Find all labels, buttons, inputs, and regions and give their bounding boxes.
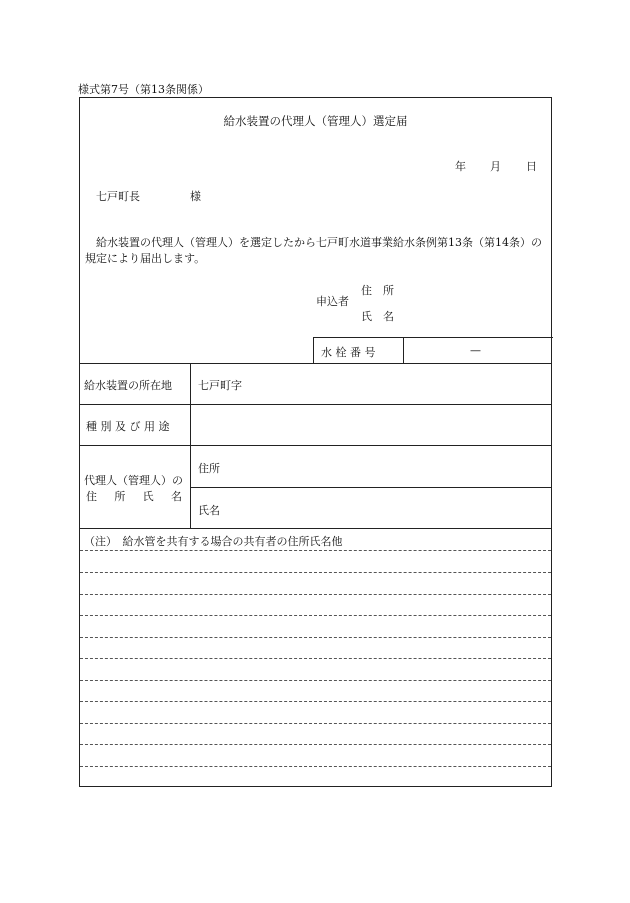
- agent-address-label: 住所: [198, 462, 220, 475]
- addressee-honorific: 様: [190, 190, 201, 203]
- agent-name-label: 氏名: [198, 504, 220, 517]
- note-line: [80, 701, 551, 702]
- row-line-agent-mid: [190, 487, 551, 488]
- agent-label-line2: 住 所 氏 名: [86, 490, 182, 503]
- note-line: [80, 658, 551, 659]
- note-line: [80, 766, 551, 767]
- note-line: [80, 572, 551, 573]
- agent-label-line1: 代理人（管理人）の: [84, 474, 183, 487]
- meter-label: 水 栓 番 号: [321, 346, 376, 359]
- label-column-line: [190, 363, 191, 528]
- form-number: 様式第7号（第13条関係）: [78, 83, 209, 96]
- note-line: [80, 723, 551, 724]
- note-line: [80, 550, 551, 551]
- location-label: 給水装置の所在地: [84, 379, 172, 392]
- note-line: [80, 680, 551, 681]
- applicant-label: 申込者: [316, 295, 349, 308]
- row-line-3: [80, 445, 551, 446]
- declaration-text: 給水装置の代理人（管理人）を選定したから七戸町水道事業給水条例第13条（第14条）の規定により届出します。: [85, 236, 542, 265]
- date-year: 年: [455, 160, 466, 173]
- note-line: [80, 594, 551, 595]
- applicant-name-label: 氏 名: [361, 310, 394, 323]
- date-day: 日: [526, 160, 537, 173]
- row-line-4: [80, 528, 551, 529]
- row-line-2: [80, 404, 551, 405]
- addressee-name: 七戸町長: [96, 190, 140, 203]
- note-line: [80, 637, 551, 638]
- type-usage-label: 種 別 及 び 用 途: [86, 420, 170, 433]
- meter-left-line: [313, 337, 314, 363]
- meter-top-line: [313, 337, 553, 338]
- note-text: （注） 給水管を共有する場合の共有者の住所氏名他: [84, 535, 343, 548]
- row-line-1: [80, 363, 551, 364]
- meter-divider-line: [403, 337, 404, 363]
- note-line: [80, 615, 551, 616]
- date-month: 月: [490, 160, 501, 173]
- location-value: 七戸町字: [198, 379, 242, 392]
- form-title: 給水装置の代理人（管理人）選定届: [223, 114, 408, 128]
- form-frame: [79, 97, 552, 787]
- note-line: [80, 744, 551, 745]
- applicant-address-label: 住 所: [361, 284, 394, 297]
- meter-value: —: [470, 344, 481, 357]
